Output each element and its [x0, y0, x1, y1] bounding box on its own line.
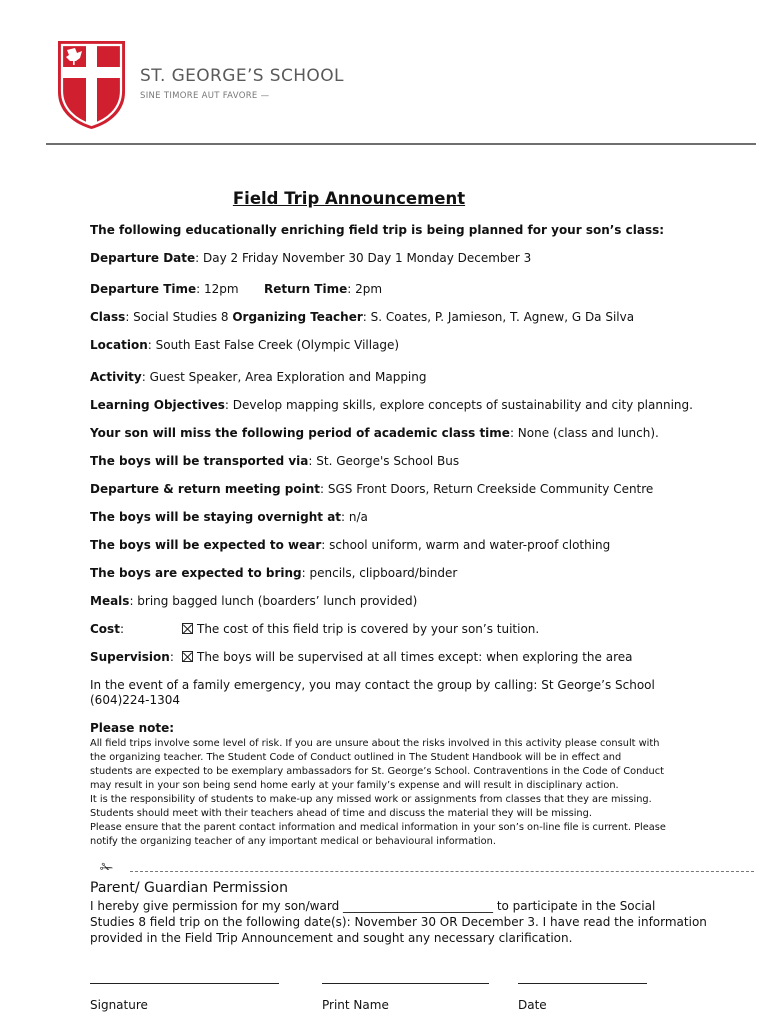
checked-checkbox-icon[interactable] — [182, 623, 193, 634]
scissors-icon: ✁ — [100, 858, 114, 877]
activity-row: Activity: Guest Speaker, Area Exploration and Mapping — [90, 370, 427, 384]
supervision-label: Supervision: — [90, 650, 174, 664]
cut-line-divider — [130, 871, 754, 872]
departure-date-row: Departure Date: Day 2 Friday November 30 Day 1 Monday December 3 — [90, 251, 532, 265]
meals-row: Meals: bring bagged lunch (boarders’ lunch provided) — [90, 594, 418, 608]
return-time-row: Return Time: 2pm — [264, 282, 383, 296]
page-title: Field Trip Announcement — [232, 189, 466, 208]
note-line: It is the responsibility of students to make-up any missed work or assignments from classes that they are missing. — [90, 794, 652, 805]
signature-label: Signature — [90, 998, 148, 1012]
intro-text: The following educationally enriching field trip is being planned for your son’s class: — [90, 223, 665, 237]
note-line: students are expected to be exemplary ambassadors for St. George’s School. Contraventions in the Code of Conduct — [90, 766, 664, 777]
bring-row: The boys are expected to bring: pencils, clipboard/binder — [90, 566, 458, 580]
overnight-row: The boys will be staying overnight at: n/a — [90, 510, 368, 524]
school-name: ST. GEORGE’S SCHOOL — [140, 66, 344, 86]
note-line: All field trips involve some level of risk. If you are unsure about the risks involved in this activity please consult with — [90, 738, 660, 749]
school-crest-logo — [57, 40, 126, 130]
date-line[interactable] — [518, 983, 647, 984]
missed-period-row: Your son will miss the following period of academic class time: None (class and lunch). — [90, 426, 659, 440]
emergency-contact-line-2: (604)224-1304 — [90, 693, 181, 707]
permission-text-line: provided in the Field Trip Announcement and sought any necessary clarification. — [90, 931, 573, 945]
note-line: may result in your son being send home early at your family’s expense and will result in disciplinary action. — [90, 780, 619, 791]
note-line: Students should meet with their teachers ahead of time and discuss the material they will be missing. — [90, 808, 592, 819]
checked-checkbox-icon[interactable] — [182, 651, 193, 662]
departure-time-row: Departure Time: 12pm — [90, 282, 239, 296]
cost-option: The cost of this field trip is covered by your son’s tuition. — [182, 622, 539, 637]
print-name-label: Print Name — [322, 998, 389, 1012]
date-label: Date — [518, 998, 547, 1012]
header-divider — [46, 143, 756, 145]
note-line: notify the organizing teacher of any important medical or behavioural information. — [90, 836, 496, 847]
emergency-contact-line-1: In the event of a family emergency, you may contact the group by calling: St George’s School — [90, 678, 655, 692]
class-row: Class: Social Studies 8 Organizing Teacher: S. Coates, P. Jamieson, T. Agnew, G Da Silva — [90, 310, 635, 324]
note-line: Please ensure that the parent contact information and medical information in your son’s on-line file is current. Please — [90, 822, 666, 833]
permission-heading: Parent/ Guardian Permission — [90, 880, 288, 896]
permission-text-line: I hereby give permission for my son/ward _________________________ to participate in the Social — [90, 899, 656, 913]
permission-text-line: Studies 8 field trip on the following date(s): November 30 OR December 3. I have read the information — [90, 915, 707, 929]
signature-line[interactable] — [90, 983, 279, 984]
school-motto: SINE TIMORE AUT FAVORE — — [140, 91, 270, 101]
please-note-heading: Please note: — [90, 721, 175, 735]
supervision-option: The boys will be supervised at all times except: when exploring the area — [182, 650, 632, 665]
meeting-point-row: Departure & return meeting point: SGS Front Doors, Return Creekside Community Centre — [90, 482, 654, 496]
wear-row: The boys will be expected to wear: school uniform, warm and water-proof clothing — [90, 538, 611, 552]
transport-row: The boys will be transported via: St. George's School Bus — [90, 454, 460, 468]
cost-label: Cost: — [90, 622, 124, 636]
location-row: Location: South East False Creek (Olympic Village) — [90, 338, 400, 352]
note-line: the organizing teacher. The Student Code of Conduct outlined in The Student Handbook will be in effect and — [90, 752, 622, 763]
learning-objectives-row: Learning Objectives: Develop mapping skills, explore concepts of sustainability and city planning. — [90, 398, 693, 412]
print-name-line[interactable] — [322, 983, 489, 984]
